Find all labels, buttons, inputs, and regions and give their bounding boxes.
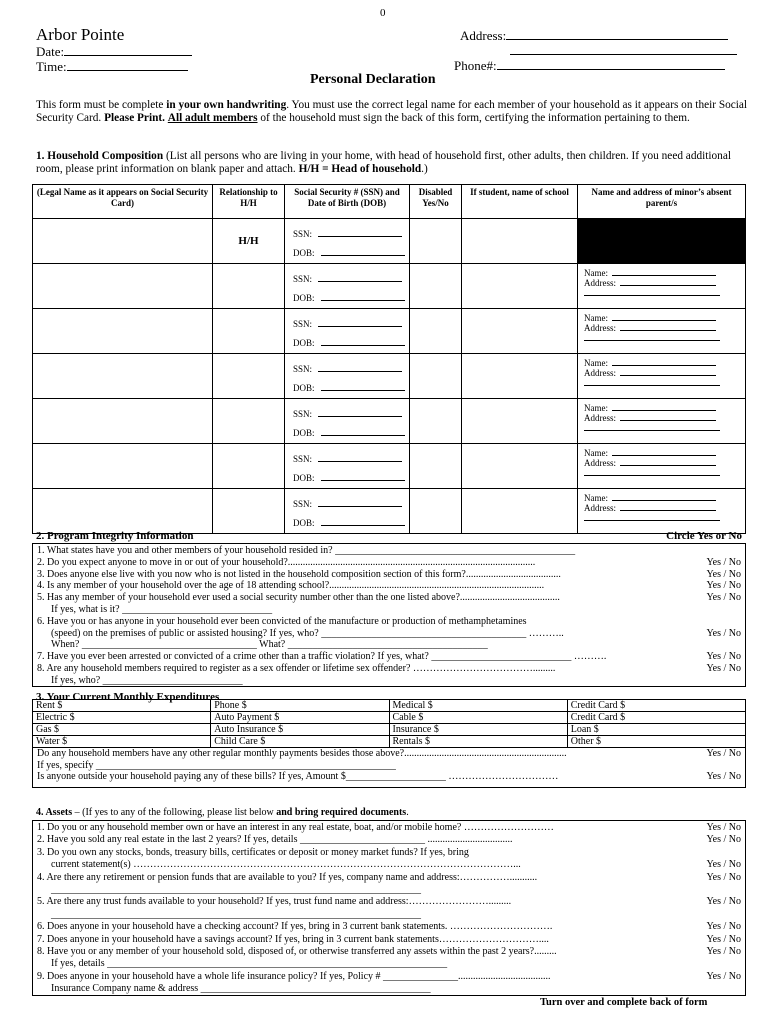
expenditure-cell[interactable]: Cable $ <box>389 712 567 724</box>
table-row <box>33 399 746 444</box>
expenditure-cell[interactable]: Rentals $ <box>389 736 567 748</box>
question-row <box>37 896 741 908</box>
col-school: If student, name of school <box>462 185 578 219</box>
yes-no-answer[interactable]: Yes / No <box>706 834 741 846</box>
section2-header <box>36 530 742 542</box>
question-row <box>37 592 741 604</box>
ssn-dob-cell[interactable]: SSN: DOB: <box>285 354 410 399</box>
question-row <box>37 822 741 834</box>
yes-no-answer[interactable]: Yes / No <box>706 592 741 604</box>
yes-no-answer[interactable]: Yes / No <box>706 651 741 663</box>
question-text: 2. Have you sold any real estate in the last 2 years? If yes, details _________________________ .................................. <box>37 834 513 846</box>
question-row <box>37 934 741 946</box>
expenditure-cell[interactable]: Electric $ <box>33 712 211 724</box>
table-row <box>33 309 746 354</box>
question-row <box>37 557 741 569</box>
expenditure-cell[interactable]: Auto Payment $ <box>211 712 389 724</box>
question-text: 3. Does anyone else live with you now who is not listed in the household composition section of this form?...................................... <box>37 568 561 580</box>
table-row <box>33 264 746 309</box>
disabled-cell[interactable] <box>410 354 462 399</box>
expenditure-cell[interactable]: Credit Card $ <box>567 712 745 724</box>
relationship-cell[interactable] <box>213 309 285 354</box>
time-field[interactable] <box>36 59 188 75</box>
question-row <box>37 545 741 557</box>
question-text: 3. Do you own any stocks, bonds, treasury bills, certificates or deposit or money market funds? If yes, bring <box>37 846 469 858</box>
school-cell[interactable] <box>462 489 578 534</box>
question-text: __________________________________________________________________________ <box>51 908 421 920</box>
question-row <box>37 569 741 581</box>
yes-no-answer[interactable]: Yes / No <box>706 859 741 871</box>
date-label: Date: <box>36 44 65 59</box>
question-text: 9. Does anyone in your household have a whole life insurance policy? If yes, Policy # _______________..................................... <box>37 970 551 982</box>
school-cell[interactable] <box>462 309 578 354</box>
expenditure-cell[interactable]: Credit Card $ <box>567 700 745 712</box>
relationship-cell[interactable] <box>213 399 285 444</box>
question-row <box>37 834 741 846</box>
question-text: 1. What states have you and other members of your household resided in? ________________________________________________ <box>37 545 576 556</box>
col-legal-name: (Legal Name as it appears on Social Security Card) <box>33 185 213 219</box>
expenditure-cell[interactable]: Rent $ <box>33 700 211 712</box>
expenditure-cell[interactable]: Water $ <box>33 736 211 748</box>
disabled-cell[interactable] <box>410 399 462 444</box>
school-cell[interactable] <box>462 219 578 264</box>
question-text: 8. Have you or any member of your household sold, disposed of, or otherwise transferred any assets within the past 2 years?......... <box>37 945 557 957</box>
yes-no-answer[interactable]: Yes / No <box>706 568 741 580</box>
relationship-cell[interactable] <box>213 264 285 309</box>
question-text: If yes, who? ____________________________ <box>51 674 243 686</box>
expenditure-cell[interactable]: Child Care $ <box>211 736 389 748</box>
footer-note: Turn over and complete back of form <box>540 997 708 1008</box>
expenditure-cell[interactable]: Auto Insurance $ <box>211 724 389 736</box>
yes-no-answer[interactable]: Yes / No <box>706 945 741 957</box>
name-cell[interactable] <box>33 354 213 399</box>
expenditure-cell[interactable]: Gas $ <box>33 724 211 736</box>
question-row <box>37 859 741 871</box>
expenditure-cell[interactable]: Medical $ <box>389 700 567 712</box>
question-text: If yes, details ____________________________________________________________________ <box>51 958 448 970</box>
yes-no-answer[interactable]: Yes / No <box>706 556 741 568</box>
question-text: 8. Are any household members required to register as a sex offender or lifetime sex offender? ………………………………......... <box>37 662 556 674</box>
address-line-2[interactable] <box>510 43 737 55</box>
table-row <box>33 489 746 534</box>
table-row <box>33 219 746 264</box>
question-row <box>37 639 741 651</box>
question-row <box>37 983 741 995</box>
question-row <box>37 971 741 983</box>
disabled-cell[interactable] <box>410 444 462 489</box>
expenditure-table <box>32 699 746 748</box>
circle-instruction: Circle Yes or No <box>666 530 742 542</box>
intro-paragraph: This form must be complete in your own handwriting. You must use the correct legal name for each member of your household as it appears on their Social Security Card. Please Print. All adult members of the household must sign the back of this form, certifying the information pertaining to them. <box>36 99 748 124</box>
absent-parent-cell[interactable]: Name: Address: <box>578 444 746 489</box>
school-cell[interactable] <box>462 444 578 489</box>
property-name: Arbor Pointe <box>36 25 125 44</box>
name-cell[interactable] <box>33 444 213 489</box>
expenditure-row <box>33 700 746 712</box>
yes-no-answer[interactable]: Yes / No <box>706 896 741 908</box>
disabled-cell[interactable] <box>410 264 462 309</box>
section2-box <box>32 543 746 687</box>
question-text: If yes, what is it? ______________________________ <box>51 603 273 615</box>
section4-box <box>32 820 746 996</box>
expenditure-cell[interactable]: Loan $ <box>567 724 745 736</box>
phone-field[interactable] <box>454 58 725 74</box>
question-row <box>37 921 741 933</box>
section3-box <box>32 699 746 789</box>
question-row <box>37 663 741 675</box>
expenditure-row <box>33 724 746 736</box>
col-relationship: Relationship to H/H <box>213 185 285 219</box>
expenditure-cell[interactable]: Other $ <box>567 736 745 748</box>
outside-payer-question: Is anyone outside your household paying any of these bills? If yes, Amount $____________________ …………………………… Yes / No <box>37 771 741 783</box>
table-row <box>33 354 746 399</box>
col-ssn-dob: Social Security # (SSN) and Date of Birth (DOB) <box>285 185 410 219</box>
address-label: Address: <box>460 28 507 43</box>
page-number: 0 <box>380 7 386 19</box>
question-text: When? ___________________________________ What? ________________________________________ <box>51 639 488 651</box>
relationship-cell[interactable] <box>213 489 285 534</box>
section4-title: 4. Assets – (If yes to any of the following, please list below and bring required documents. <box>36 807 409 818</box>
expenditure-row <box>33 736 746 748</box>
relationship-cell[interactable] <box>213 354 285 399</box>
col-disabled: Disabled Yes/No <box>410 185 462 219</box>
question-row <box>37 628 741 640</box>
question-row <box>37 909 741 921</box>
absent-parent-cell[interactable]: Name: Address: <box>578 354 746 399</box>
question-text: 7. Have you ever been arrested or convicted of a crime other than a traffic violation? If yes, what? ____________________________ ………. <box>37 651 607 663</box>
ssn-dob-cell[interactable]: SSN: DOB: <box>285 309 410 354</box>
section1-description: 1. Household Composition (List all persons who are living in your home, with head of household first, other adults, then children. If you need additional room, please print information on blank paper and attach. H/H = Head of household.) <box>36 150 731 175</box>
question-row <box>37 651 741 663</box>
disabled-cell[interactable] <box>410 489 462 534</box>
yes-no-answer[interactable]: Yes / No <box>706 580 741 592</box>
absent-parent-cell[interactable]: Name: Address: <box>578 264 746 309</box>
name-cell[interactable] <box>33 219 213 264</box>
question-text: 4. Is any member of your household over the age of 18 attending school?...................................................................................... <box>37 580 545 592</box>
question-row <box>37 872 741 884</box>
section3-title: 3. Your Current Monthly Expenditures <box>36 691 220 703</box>
question-text: (speed) on the premises of public or assisted housing? If yes, who? _________________________________________ ……….. <box>51 627 564 639</box>
question-row <box>37 580 741 592</box>
name-cell[interactable] <box>33 399 213 444</box>
question-text: 2. Do you expect anyone to move in or out of your household?................................................................................................... <box>37 556 536 568</box>
time-label: Time: <box>36 59 67 74</box>
question-text: 5. Has any member of your household ever used a social security number other than the one listed above?........................................ <box>37 592 560 604</box>
ssn-dob-cell[interactable]: SSN: DOB: <box>285 444 410 489</box>
household-table <box>32 184 746 534</box>
expenditure-row <box>33 712 746 724</box>
question-text: 5. Are there any trust funds available to your household? If yes, trust fund name and address:……………………......... <box>37 896 512 908</box>
question-text: __________________________________________________________________________ <box>51 883 421 895</box>
phone-label: Phone#: <box>454 58 497 73</box>
school-cell[interactable] <box>462 354 578 399</box>
yes-no-answer[interactable]: Yes / No <box>706 921 741 933</box>
school-cell[interactable] <box>462 264 578 309</box>
expenditure-cell[interactable]: Insurance $ <box>389 724 567 736</box>
yes-no-answer[interactable]: Yes / No <box>706 822 741 833</box>
absent-parent-cell[interactable]: Name: Address: <box>578 399 746 444</box>
question-text: 6. Does anyone in your household have a checking account? If yes, bring in 3 current bank statements. …………………………. <box>37 921 553 933</box>
section2-title: 2. Program Integrity Information <box>36 530 194 542</box>
col-absent-parent: Name and address of minor’s absent parent/s <box>578 185 746 219</box>
yes-no-answer[interactable]: Yes / No <box>706 933 741 945</box>
ssn-dob-cell[interactable]: SSN: DOB: <box>285 219 410 264</box>
section1-title: 1. Household Composition <box>36 150 164 162</box>
table-row <box>33 444 746 489</box>
school-cell[interactable] <box>462 399 578 444</box>
name-cell[interactable] <box>33 309 213 354</box>
other-payments-question: Do any household members have any other regular monthly payments besides those above?................................................................. Yes / No <box>37 748 741 759</box>
ssn-dob-cell[interactable]: SSN: DOB: <box>285 264 410 309</box>
ssn-dob-cell[interactable]: SSN: DOB: <box>285 399 410 444</box>
question-row <box>37 675 741 687</box>
question-text: 6. Have you or has anyone in your household ever been convicted of the manufacture or production of methamphetamines <box>37 615 527 627</box>
other-payments-answer[interactable]: Yes / No <box>706 748 741 759</box>
relationship-cell[interactable] <box>213 444 285 489</box>
yes-no-answer[interactable]: Yes / No <box>706 970 741 982</box>
question-text: Insurance Company name & address ______________________________________________ <box>51 983 431 995</box>
question-row <box>37 946 741 958</box>
question-row <box>37 604 741 616</box>
page-title: Personal Declaration <box>310 72 436 87</box>
date-field[interactable] <box>36 44 192 60</box>
outside-payer-answer[interactable]: Yes / No <box>706 771 741 783</box>
disabled-cell[interactable] <box>410 309 462 354</box>
blacked-out-cell <box>578 219 746 264</box>
other-payments-specify[interactable]: If yes, specify ____________________________________________________________ <box>37 759 396 771</box>
question-row <box>37 958 741 970</box>
name-cell[interactable] <box>33 489 213 534</box>
yes-no-answer[interactable]: Yes / No <box>706 871 741 883</box>
expenditure-cell[interactable]: Phone $ <box>211 700 389 712</box>
disabled-cell[interactable] <box>410 219 462 264</box>
question-row <box>37 847 741 859</box>
ssn-dob-cell[interactable]: SSN: DOB: <box>285 489 410 534</box>
question-row <box>37 616 741 628</box>
yes-no-answer[interactable]: Yes / No <box>706 662 741 674</box>
question-text: 4. Are there any retirement or pension funds that are available to you? If yes, company name and address:……………........... <box>37 871 538 883</box>
yes-no-answer[interactable]: Yes / No <box>706 627 741 639</box>
address-field[interactable] <box>460 28 728 44</box>
question-text: 1. Do you or any household member own or have an interest in any real estate, boat, and/or mobile home? ……………………… <box>37 822 554 833</box>
question-text: current statement(s) ……………………………………………………………………………………………………... <box>51 859 521 871</box>
name-cell[interactable] <box>33 264 213 309</box>
absent-parent-cell[interactable]: Name: Address: <box>578 489 746 534</box>
question-row <box>37 884 741 896</box>
relationship-cell[interactable]: H/H <box>213 219 285 264</box>
question-text: 7. Does anyone in your household have a savings account? If yes, bring in 3 current bank statements………………………….... <box>37 933 549 945</box>
absent-parent-cell[interactable]: Name: Address: <box>578 309 746 354</box>
